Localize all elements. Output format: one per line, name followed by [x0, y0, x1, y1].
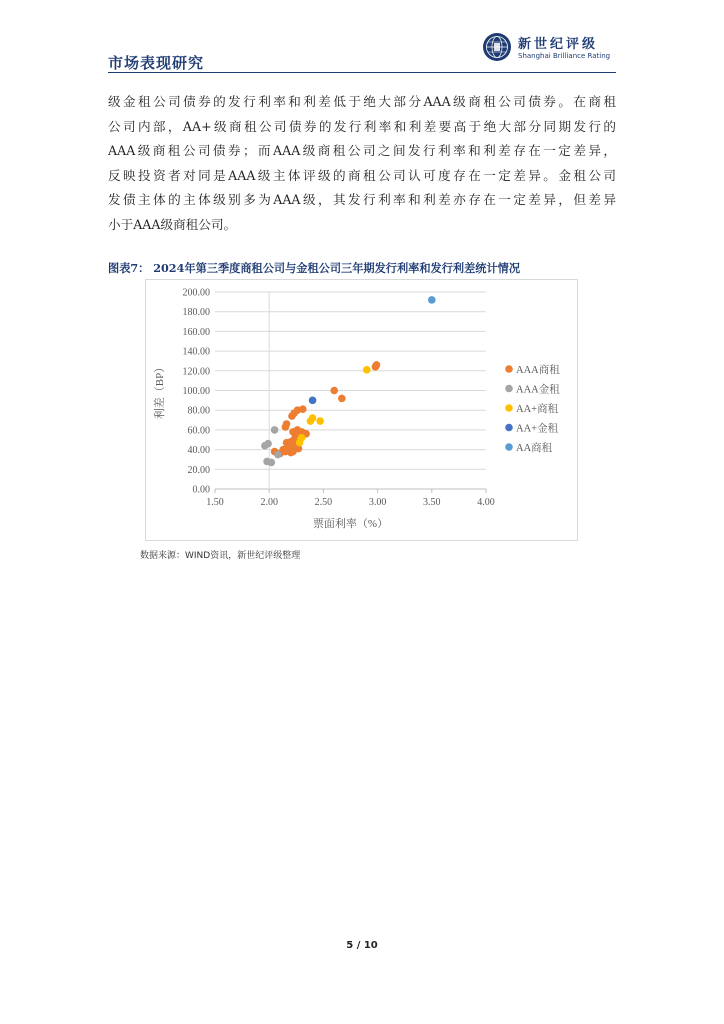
- legend-label: AA+金租: [516, 423, 559, 435]
- paragraph-line: 级金租公司债券的发行利率和利差低于绝大部分AAA级商租公司债券。在商租: [108, 94, 616, 109]
- paragraph-line: 反映投资者对同是AAA级主体评级的商租公司认可度存在一定差异。金租公司: [108, 167, 616, 183]
- data-point: [373, 361, 381, 369]
- data-point: [309, 414, 317, 422]
- data-point: [428, 296, 436, 304]
- x-tick-label: 4.00: [477, 497, 495, 508]
- y-tick-label: 100.00: [182, 386, 210, 397]
- y-tick-label: 0.00: [192, 484, 210, 496]
- data-point: [338, 395, 346, 403]
- legend-marker: [505, 404, 513, 412]
- data-point: [268, 459, 276, 467]
- data-point: [299, 405, 307, 413]
- legend-marker: [505, 365, 513, 373]
- data-point: [363, 366, 371, 374]
- legend-label: AA商租: [516, 443, 553, 454]
- paragraph-line: AAA级商租公司债券；而AAA级商租公司之间发行利率和利差存在一定差异，: [108, 143, 616, 159]
- y-tick-label: 140.00: [182, 346, 210, 358]
- data-point: [298, 434, 306, 442]
- globe-logo-icon: [482, 32, 512, 62]
- y-tick-label: 120.00: [182, 366, 210, 378]
- legend-label: AAA金租: [516, 384, 560, 396]
- paragraph-line: 发债主体的主体级别多为AAA级，其发行利率和利差亦存在一定差异，但差异: [108, 192, 616, 208]
- data-point: [274, 451, 282, 459]
- chart-canvas: [146, 280, 579, 542]
- y-tick-label: 40.00: [187, 445, 210, 457]
- legend-label: AA+商租: [516, 404, 559, 415]
- company-logo: [482, 30, 622, 64]
- data-point: [330, 387, 338, 395]
- paragraph-line: 公司内部，AA+级商租公司债券的发行利率和利差要高于绝大部分同期发行的: [108, 118, 616, 134]
- x-tick-label: 1.50: [206, 497, 224, 508]
- legend-marker: [505, 443, 513, 451]
- scatter-chart: [145, 279, 578, 541]
- page-number: 5 / 10: [346, 940, 378, 951]
- logo-english-name: Shanghai Brilliance Rating: [518, 52, 611, 60]
- legend-marker: [505, 424, 513, 432]
- legend-marker: [505, 385, 513, 393]
- figure-title: 图表7： 2024年第三季度商租公司与金租公司三年期发行利率和发行利差统计情况: [108, 261, 521, 275]
- data-point: [309, 397, 317, 405]
- legend-label: AAA商租: [516, 365, 560, 376]
- x-tick-label: 2.50: [314, 497, 333, 508]
- logo-name: 新世纪评级: [518, 37, 599, 52]
- figure-source-note: 数据来源：WIND资讯，新世纪评级整理: [140, 551, 301, 561]
- data-point: [283, 420, 291, 428]
- x-axis-title: 票面利率（%）: [312, 518, 389, 530]
- data-point: [271, 426, 279, 434]
- y-tick-label: 180.00: [182, 307, 210, 319]
- body-paragraph: [108, 90, 616, 238]
- x-tick-label: 3.50: [423, 497, 441, 508]
- y-tick-label: 200.00: [182, 287, 210, 299]
- y-tick-label: 160.00: [182, 326, 210, 338]
- paragraph-line: 小于AAA级商租公司。: [108, 216, 237, 232]
- header-divider: [108, 72, 616, 73]
- y-tick-label: 80.00: [187, 405, 210, 417]
- data-point: [316, 417, 324, 425]
- y-tick-label: 20.00: [187, 464, 210, 476]
- y-tick-label: 60.00: [187, 425, 210, 437]
- x-tick-label: 2.00: [260, 497, 278, 508]
- report-section-title: 市场表现研究: [108, 54, 205, 72]
- data-point: [264, 440, 272, 448]
- x-tick-label: 3.00: [368, 497, 387, 508]
- y-axis-title: 利差（BP）: [154, 361, 166, 420]
